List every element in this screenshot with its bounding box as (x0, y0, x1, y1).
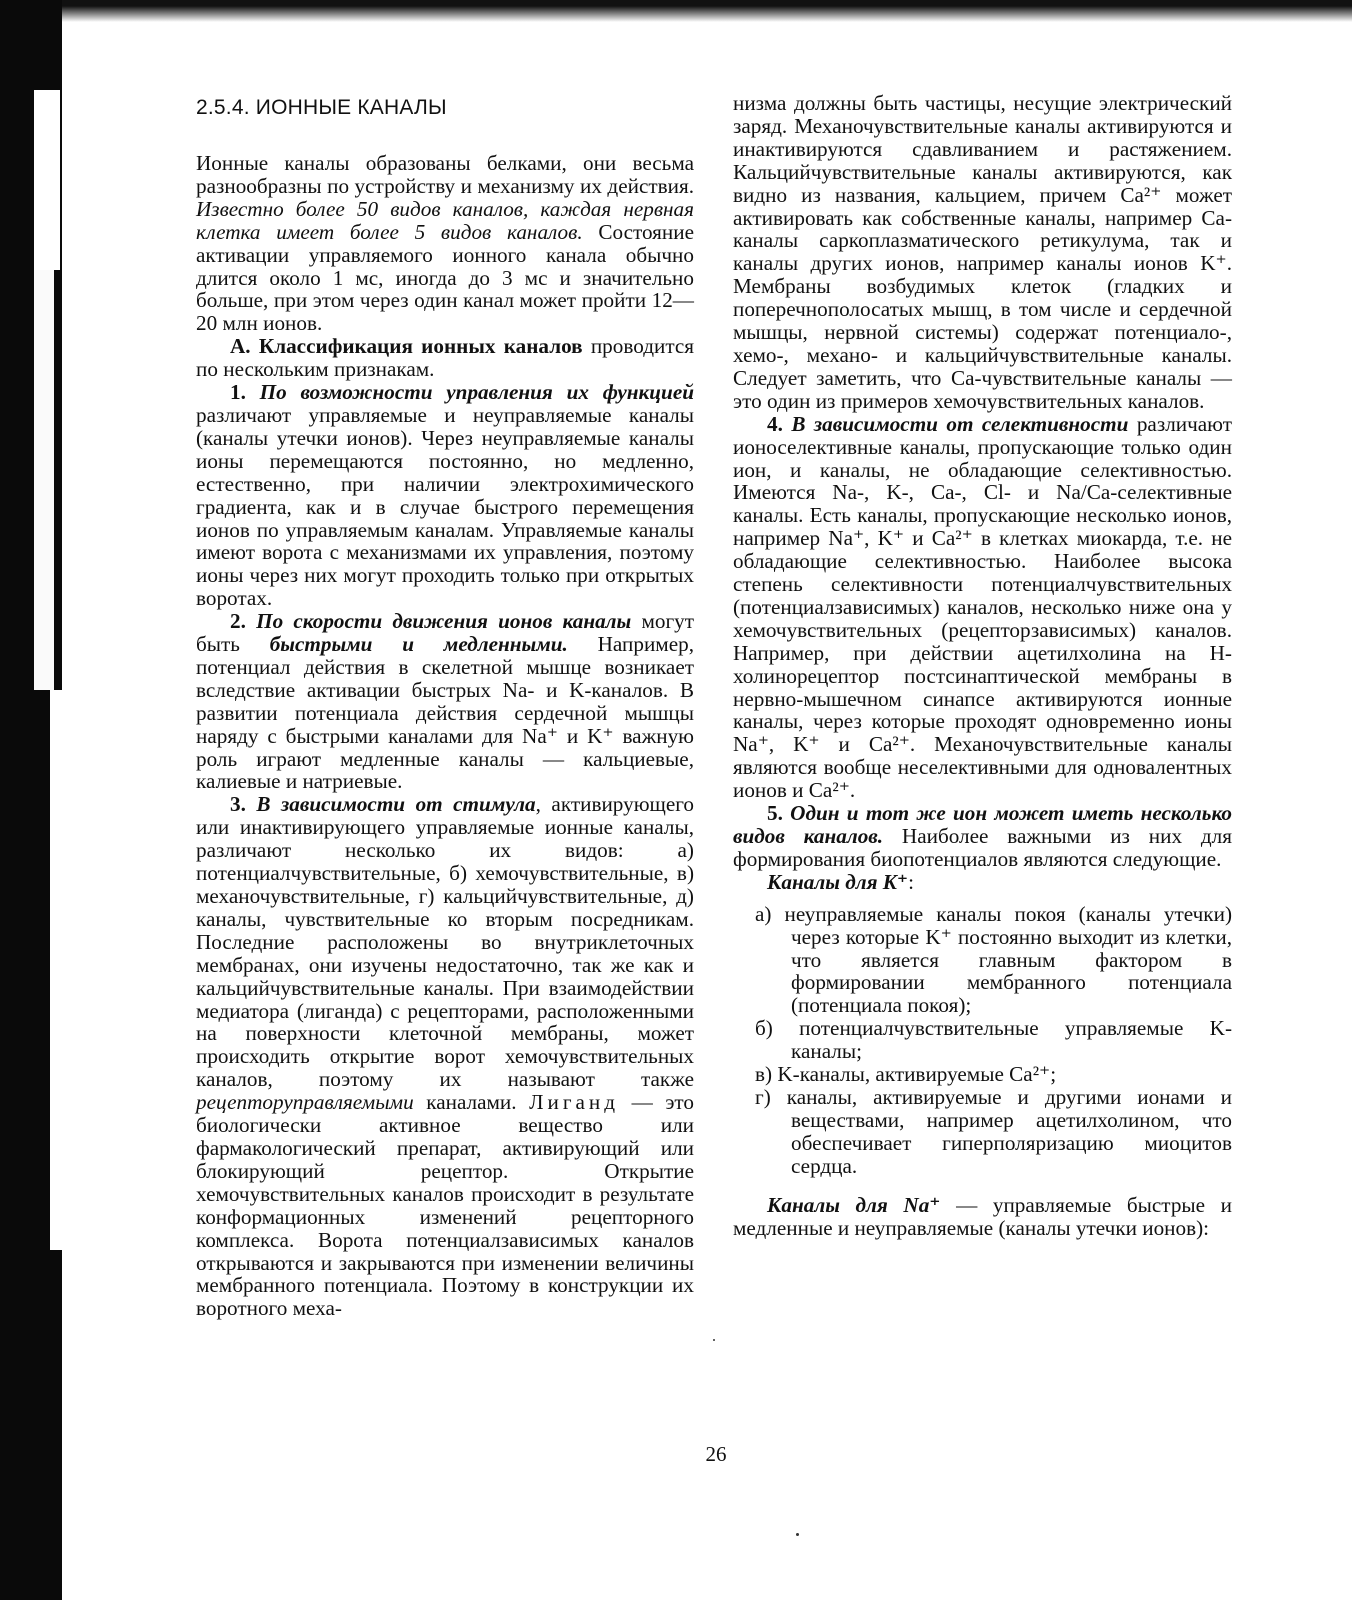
left-column (196, 92, 694, 1320)
classification-paragraph: А. Классификация ионных каналов проводится по нескольким признакам. (196, 334, 694, 382)
scan-notch (34, 90, 60, 270)
na-channels-paragraph: Каналы для Na⁺ — управляемые быстрые и медленные и неуправляемые (каналы утечки ионов): (733, 1192, 1232, 1240)
scan-border-top (40, 0, 1352, 22)
criterion-3-paragraph: 3. В зависимости от стимула, активирующего или инактивирующего управляемые ионные каналы, различают несколько их видов: а) потенциалчувствительные, б) хемочувствительные, в) механочувствительные, г) кальцийчувствительные, д) каналы, чувствительные ко вторым посредникам. Последние расположены во внутриклеточных мембранах, они изучены недостаточно, так же как и кальцийчувствительные каналы. При взаимодействии медиатора (лиганда) с рецепторами, расположенными на поверхности клеточной мембраны, может происходить открытие ворот хемочувствительных каналов, поэтому их называют также рецепторуправляемыми каналами. Лиганд — это биологически активное вещество или фармакологический препарат, активирующий или блокирующий рецептор. Открытие хемочувствительных каналов происходит в результате конформационных изменений рецепторного комплекса. Ворота потенциалзависимых каналов открываются и закрываются при изменении величины мембранного потенциала. Поэтому в конструкции их воротного меха- (196, 792, 695, 1321)
continuation-paragraph: низма должны быть частицы, несущие электрический заряд. Механочувствительные каналы активируются и инактивируются сдавливанием и растяжением. Кальцийчувствительные каналы активируются, как видно из названия, кальцием, причем Ca²⁺ может активировать как собственные каналы, например Ca-каналы саркоплазматического ретикулума, так и каналы других ионов, например каналы ионов K⁺. Мембраны возбудимых клеток (гладких и поперечнополосатых мышц, в том числе и сердечной мышцы, нервной системы) содержат потенциало-, хемо-, механо- и кальцийчувствительные каналы. Следует заметить, что Ca-чувствительные каналы — это один из примеров хемочувствительных каналов. (733, 91, 1232, 413)
list-item: в) K-каналы, активируемые Ca²⁺; (755, 1062, 1057, 1087)
scan-border-left (0, 0, 62, 1600)
criterion-1-paragraph: 1. По возможности управления их функцией различают управляемые и неуправляемые каналы (каналы утечки ионов). Через неуправляемые каналы ионы перемещаются постоянно, но медленно, естественно, при наличии электрохимического градиента, как и в случае быстрого перемещения ионов по управляемым каналам. Управляемые каналы имеют ворота с механизмами их управления, поэтому ионы через них могут проходить только при открытых воротах. (196, 380, 695, 611)
criterion-5-paragraph: 5. Один и тот же ион может иметь несколько видов каналов. Наиболее важными из них для формирования биопотенциалов являются следующие. (733, 801, 1233, 871)
scan-notch (50, 690, 62, 1250)
k-channels-list (733, 903, 1232, 1178)
k-channels-heading: Каналы для K⁺: (767, 869, 914, 894)
scan-speck (796, 1533, 799, 1536)
scan-notch (34, 270, 54, 690)
list-item: б) потенциалчувствительные управляемые K-каналы; (755, 1016, 1232, 1064)
intro-paragraph: Ионные каналы образованы белками, они весьма разнообразны по устройству и механизму их действия. Известно более 50 видов каналов, каждая нервная клетка имеет более 5 видов каналов. Состояние активации управляемого ионного канала обычно длится около 1 мс, иногда до 3 мс и значительно больше, при этом через один канал может пройти 12—20 млн ионов. (196, 151, 694, 336)
section-heading: 2.5.4. ИОННЫЕ КАНАЛЫ (196, 96, 447, 119)
page-number: 26 (705, 1442, 727, 1466)
right-column (733, 92, 1232, 1239)
scan-speck (713, 1339, 715, 1341)
list-item: а) неуправляемые каналы покоя (каналы утечки) через которые K⁺ постоянно выходит из клетки, что является главным фактором в формировании мембранного потенциала (потенциала покоя); (755, 901, 1232, 1018)
criterion-2-paragraph: 2. По скорости движения ионов каналы могут быть быстрыми и медленными. Например, потенциал действия в скелетной мышце возникает вследствие активации быстрых Na- и K-каналов. В развитии потенциала действия сердечной мышцы наряду с быстрыми каналами для Na⁺ и K⁺ важную роль играют медленные каналы — кальциевые, калиевые и натриевые. (196, 609, 695, 794)
criterion-4-paragraph: 4. В зависимости от селективности различают ионоселективные каналы, пропускающие только один ион, и каналы, не обладающие селективностью. Имеются Na-, K-, Ca-, Cl- и Na/Ca-селективные каналы. Есть каналы, пропускающие несколько ионов, например Na⁺, K⁺ и Ca²⁺ в клетках миокарда, т.е. не обладающие селективностью. Наиболее высока степень селективности потенциалчувствительных (потенциалзависимых) каналов, несколько ниже она у хемочувствительных (рецепторзависимых) каналов. Например, при действии ацетилхолина на Н-холинорецептор постсинаптической мембраны в нервно-мышечном синапсе активируются ионные каналы, через которые проходят одновременно ионы Na⁺, K⁺ и Ca²⁺. Механочувствительные каналы являются вообще неселективными для одновалентных ионов и Ca²⁺. (733, 411, 1232, 803)
list-item: г) каналы, активируемые и другими ионами и веществами, например ацетилхолином, что обеспечивает гиперполяризацию миоцитов сердца. (755, 1084, 1232, 1178)
